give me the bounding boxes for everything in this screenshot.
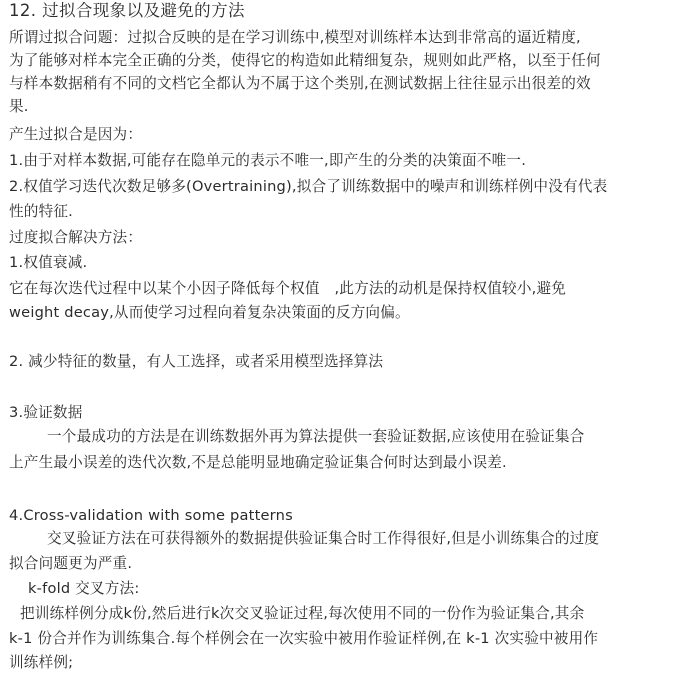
paragraph-line: 上产生最小误差的迭代次数,不是总能明显地确定验证集合何时达到最小误差. bbox=[9, 454, 507, 471]
paragraph-line: k-fold 交叉方法: bbox=[28, 580, 140, 597]
subheading: 产生过拟合是因为： bbox=[9, 126, 143, 143]
list-item: 3.验证数据 bbox=[9, 404, 83, 421]
list-item: 1.由于对样本数据,可能存在隐单元的表示不唯一,即产生的分类的决策面不唯一. bbox=[9, 152, 527, 169]
paragraph-line: 为了能够对样本完全正确的分类，使得它的构造如此精细复杂，规则如此严格，以至于任何 bbox=[9, 52, 601, 69]
paragraph-line: 训练样例; bbox=[9, 654, 74, 671]
paragraph-line: 交叉验证方法在可获得额外的数据提供验证集合时工作得很好,但是小训练集合的过度 bbox=[47, 530, 600, 547]
paragraph-line: 拟合问题更为严重. bbox=[9, 555, 133, 572]
list-item: 2. 减少特征的数量，有人工选择，或者采用模型选择算法 bbox=[9, 353, 384, 370]
list-item: 4.Cross-validation with some patterns bbox=[9, 507, 293, 524]
paragraph-line: weight decay,从而使学习过程向着复杂决策面的反方向偏。 bbox=[9, 304, 410, 321]
paragraph-line: k-1 份合并作为训练集合.每个样例会在一次实验中被用作验证样例,在 k-1 次实验中被用作 bbox=[9, 630, 599, 647]
list-item: 2.权值学习迭代次数足够多(Overtraining),拟合了训练数据中的噪声和训练样例中没有代表 bbox=[9, 178, 608, 195]
paragraph-line: 所谓过拟合问题：过拟合反映的是在学习训练中,模型对训练样本达到非常高的逼近精度, bbox=[9, 29, 581, 46]
paragraph-line: 把训练样例分成k份,然后进行k次交叉验证过程,每次使用不同的一份作为验证集合,其余 bbox=[20, 605, 585, 622]
section-title: 12. 过拟合现象以及避免的方法 bbox=[9, 1, 245, 20]
paragraph-line: 与样本数据稍有不同的文档它全都认为不属于这个类别,在测试数据上往往显示出很差的效 bbox=[9, 75, 591, 92]
list-item-continuation: 性的特征. bbox=[9, 203, 74, 220]
paragraph-line: 它在每次迭代过程中以某个小因子降低每个权值 ,此方法的动机是保持权值较小,避免 bbox=[9, 280, 567, 297]
subheading: 过度拟合解决方法： bbox=[9, 229, 143, 246]
list-item: 1.权值衰减. bbox=[9, 254, 88, 271]
paragraph-line: 一个最成功的方法是在训练数据外再为算法提供一套验证数据,应该使用在验证集合 bbox=[47, 428, 585, 445]
paragraph-line: 果. bbox=[9, 98, 29, 115]
